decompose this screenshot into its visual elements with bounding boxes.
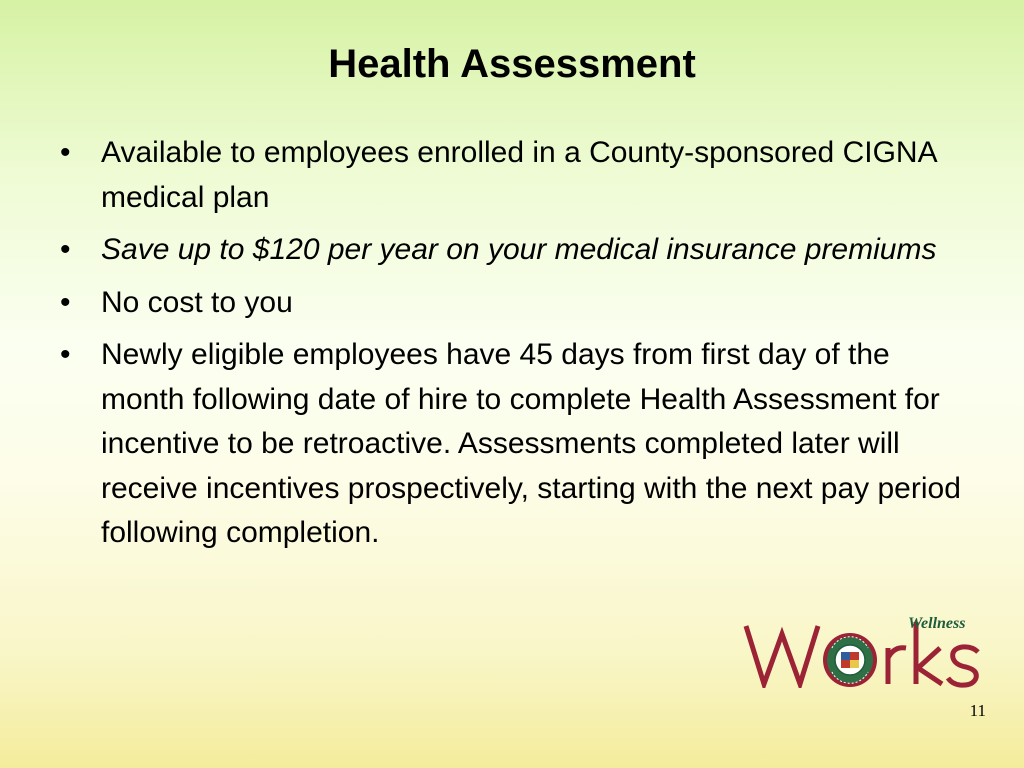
bullet-item: [60, 131, 980, 220]
logo-letter-w: [746, 626, 818, 684]
slide-title: Health Assessment: [328, 42, 696, 86]
bullet-text: No cost to you: [101, 285, 293, 319]
logo-letter-s: [948, 647, 978, 685]
logo-letter-r: [888, 648, 906, 684]
county-seal-icon: [823, 633, 877, 687]
bullet-text: Available to employees enrolled in a County-sponsored CIGNA medical plan: [101, 136, 936, 214]
slide-number: 11: [969, 701, 986, 720]
bullet-dot-icon: •: [60, 285, 71, 319]
bullet-item: [60, 228, 980, 273]
bullet-text: Newly eligible employees have 45 days from first day of the month following date of hire to complete Health Assessment for incentive to be retroactive. Assessments completed later will receive incentives prospectively, starting with the next pay period following completion.: [101, 338, 961, 549]
bullet-list: [60, 131, 980, 564]
logo-tagline: Wellness: [908, 615, 966, 632]
bullet-item: [60, 333, 980, 556]
bullet-dot-icon: •: [60, 338, 71, 371]
bullet-dot-icon: •: [60, 136, 71, 169]
wellness-works-logo: [740, 610, 985, 688]
bullet-text: Save up to $120 per year on your medical insurance premiums: [101, 233, 937, 266]
bullet-item: [60, 281, 980, 326]
bullet-dot-icon: •: [60, 233, 71, 266]
